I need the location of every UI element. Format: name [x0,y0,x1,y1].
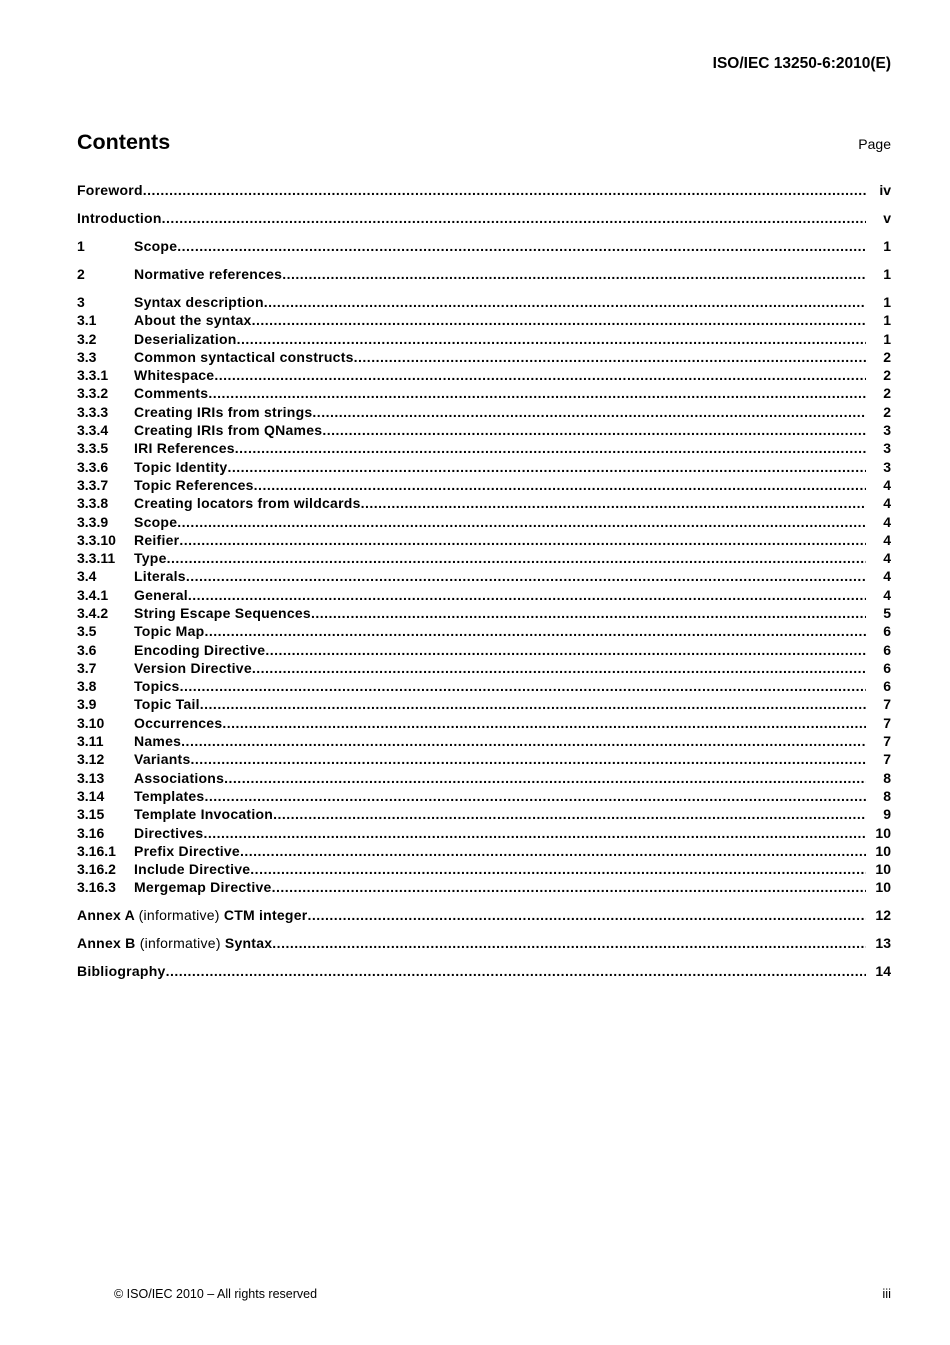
toc-entry-number: 3.3 [77,348,97,365]
toc-entry[interactable] [77,348,891,366]
toc-dot-leader [264,293,866,311]
toc-entry[interactable] [77,878,891,896]
toc-entry-title: Occurrences [134,714,223,731]
toc-entry-page: 3 [883,422,891,439]
toc-entry[interactable] [77,265,891,283]
toc-annex-entry[interactable] [77,934,891,952]
toc-entry-page: 12 [875,907,891,924]
toc-entry[interactable] [77,787,891,805]
toc-entry-title: Common syntactical constructs [134,348,354,365]
toc-dot-leader [227,458,866,476]
toc-entry-number: 3.8 [77,678,97,695]
toc-entry-page: 4 [883,550,891,567]
toc-dot-leader [190,750,866,768]
toc-entry[interactable] [77,384,891,402]
toc-entry-number: 3.6 [77,641,97,658]
annex-label: Annex A [77,907,135,924]
toc-entry-title: Normative references [134,265,283,282]
toc-entry-number: 3.4 [77,568,97,585]
toc-entry-title: Topic References [134,476,254,493]
toc-entry-title: Scope [134,237,178,254]
toc-dot-leader [265,641,866,659]
toc-entry-title: Topic Tail [134,696,200,713]
page-column-label: Page [858,136,891,152]
toc-entry-page: 2 [883,348,891,365]
toc-entry-number: 3.16.1 [77,842,116,859]
toc-entry-page: 7 [883,714,891,731]
toc-entry-number: 3.14 [77,787,105,804]
copyright-notice: © ISO/IEC 2010 – All rights reserved [114,1287,318,1301]
toc-entry[interactable] [77,750,891,768]
toc-entry-title: Creating locators from wildcards [134,495,361,512]
annex-kind: (informative) [138,907,220,924]
annex-label: Annex B [77,935,136,952]
toc-entry-number: 3.1 [77,312,97,329]
toc-dot-leader [177,237,866,255]
toc-dot-leader [254,476,866,494]
annex-title: Syntax [224,935,273,952]
toc-entry-number: 3.3.3 [77,403,109,420]
toc-entry-title: Prefix Directive [134,842,240,859]
toc-dot-leader [354,348,866,366]
toc-entry[interactable] [77,330,891,348]
footer-page-number: iii [882,1286,891,1301]
toc-entry-title: Mergemap Directive [134,879,272,896]
toc-entry-page: 2 [883,385,891,402]
toc-entry-title: Topic Map [134,623,205,640]
toc-entry-number: 3.12 [77,751,105,768]
toc-dot-leader [273,805,866,823]
toc-entry[interactable] [77,476,891,494]
toc-entry-page: 2 [883,367,891,384]
toc-entry-page: iv [879,182,891,198]
toc-entry-title: Template Invocation [134,806,274,823]
toc-entry-title: Directives [134,824,204,841]
toc-entry-title: Comments [134,385,209,402]
toc-dot-leader [307,906,866,924]
toc-annex-entry[interactable] [77,906,891,924]
toc-entry-number: 1 [77,237,85,254]
toc-entry-title: Creating IRIs from QNames [134,422,323,439]
toc-dot-leader [166,962,866,980]
toc-entry-number: 3.7 [77,659,97,676]
toc-dot-leader [272,878,866,896]
toc-entry-page: 1 [883,237,891,254]
toc-entry-number: 3.5 [77,623,97,640]
toc-entry[interactable] [77,421,891,439]
toc-entry-page: 2 [883,403,891,420]
toc-entry[interactable] [77,366,891,384]
toc-entry-title: Type [134,550,167,567]
toc-entry-number: 3.3.4 [77,422,109,439]
toc-dot-leader [186,567,866,585]
toc-entry-number: 3.4.2 [77,604,109,621]
toc-entry-page: 3 [883,440,891,457]
toc-entry-title: Bibliography [77,963,166,980]
toc-entry-number: 3.15 [77,806,105,823]
toc-entry-title: General [134,586,188,603]
toc-entry-title: Syntax description [134,293,264,310]
toc-entry-page: 6 [883,623,891,640]
toc-entry[interactable] [77,311,891,329]
toc-entry[interactable] [77,677,891,695]
toc-entry-page: 4 [883,586,891,603]
toc-entry-number: 3.9 [77,696,97,713]
toc-entry-page: 13 [875,935,891,952]
toc-dot-leader [177,513,866,531]
toc-entry-title: Templates [134,787,205,804]
toc-entry-title: Names [134,733,182,750]
toc-entry-number: 3 [77,293,85,310]
toc-entry-title: String Escape Sequences [134,604,311,621]
toc-entry[interactable] [77,622,891,640]
toc-entry-page: 3 [883,458,891,475]
toc-entry-title: Introduction [77,209,162,226]
toc-entry-page: 7 [883,733,891,750]
toc-dot-leader [214,366,866,384]
toc-dot-leader [162,209,866,227]
toc-entry[interactable] [77,237,891,255]
toc-entry[interactable] [77,458,891,476]
toc-entry[interactable] [77,567,891,585]
toc-entry-number: 3.3.2 [77,385,109,402]
toc-entry-page: 10 [875,824,891,841]
toc-entry[interactable] [77,860,891,878]
toc-entry-number: 3.3.10 [77,531,116,548]
toc-dot-leader [282,265,866,283]
toc-entry-page: 7 [883,696,891,713]
toc-dot-leader [204,622,866,640]
toc-entry-title: Reifier [134,531,180,548]
toc-entry-page: 1 [883,330,891,347]
toc-entry[interactable] [77,769,891,787]
toc-entry-page: 4 [883,476,891,493]
toc-entry-page: v [883,209,891,226]
toc-entry-number: 2 [77,265,85,282]
toc-entry-title: About the syntax [134,312,252,329]
toc-dot-leader [204,787,866,805]
toc-entry-title: Foreword [77,182,143,198]
toc-entry-page: 1 [883,293,891,310]
toc-dot-leader [224,769,866,787]
toc-dot-leader [252,311,866,329]
toc-entry-number: 3.3.8 [77,495,109,512]
toc-entry[interactable] [77,181,891,199]
toc-entry-number: 3.16.3 [77,879,116,896]
toc-dot-leader [179,531,866,549]
toc-entry[interactable] [77,659,891,677]
toc-entry-page: 4 [883,531,891,548]
toc-entry-page: 8 [883,769,891,786]
toc-dot-leader [222,714,866,732]
toc-dot-leader [235,439,866,457]
toc-entry-number: 3.3.7 [77,476,109,493]
toc-entry-number: 3.2 [77,330,97,347]
toc-dot-leader [237,330,866,348]
annex-kind: (informative) [139,935,221,952]
annex-title: CTM integer [223,907,308,924]
toc-dot-leader [272,934,866,952]
toc-dot-leader [312,403,866,421]
toc-dot-leader [322,421,866,439]
toc-entry-title: Literals [134,568,186,585]
toc-entry-page: 1 [883,265,891,282]
toc-entry[interactable] [77,714,891,732]
toc-dot-leader [188,586,866,604]
toc-dot-leader [181,732,866,750]
toc-dot-leader [143,181,866,199]
toc-entry-number: 3.3.6 [77,458,109,475]
toc-entry-page: 8 [883,787,891,804]
toc-entry-page: 10 [875,861,891,878]
toc-entry[interactable] [77,531,891,549]
page-title: Contents [77,130,171,154]
toc-entry-page: 9 [883,806,891,823]
toc-dot-leader [311,604,866,622]
toc-entry-title: Encoding Directive [134,641,266,658]
toc-entry-page: 10 [875,879,891,896]
toc-entry[interactable] [77,695,891,713]
toc-entry[interactable] [77,293,891,311]
toc-entry-number: 3.10 [77,714,105,731]
toc-entry-number: 3.3.5 [77,440,109,457]
toc-entry-page: 6 [883,659,891,676]
toc-entry-title: Scope [134,513,178,530]
toc-entry-number: 3.13 [77,769,105,786]
toc-entry-page: 5 [883,604,891,621]
toc-entry-number: 3.11 [77,733,104,750]
toc-entry[interactable] [77,586,891,604]
toc-dot-leader [240,842,866,860]
toc-entry[interactable] [77,604,891,622]
toc-entry-title: Associations [134,769,225,786]
toc-entry[interactable] [77,513,891,531]
toc-entry[interactable] [77,732,891,750]
toc-entry-page: 6 [883,641,891,658]
toc-entry-page: 6 [883,678,891,695]
toc-dot-leader [208,384,866,402]
toc-entry[interactable] [77,209,891,227]
toc-entry[interactable] [77,824,891,842]
toc-entry-number: 3.3.11 [77,550,116,567]
table-of-contents [77,181,891,981]
toc-entry[interactable] [77,805,891,823]
toc-dot-leader [361,494,866,512]
toc-entry[interactable] [77,403,891,421]
toc-dot-leader [250,860,866,878]
toc-entry-number: 3.16.2 [77,861,116,878]
toc-entry-page: 4 [883,495,891,512]
toc-entry[interactable] [77,494,891,512]
toc-entry-number: 3.16 [77,824,105,841]
toc-entry[interactable] [77,842,891,860]
document-id: ISO/IEC 13250-6:2010(E) [712,55,891,72]
toc-entry-title: Deserialization [134,330,237,347]
toc-entry-title: Whitespace [134,367,215,384]
toc-annex-title [77,934,272,952]
toc-dot-leader [167,549,866,567]
toc-entry-title: Include Directive [134,861,251,878]
toc-entry-title: Version Directive [134,659,252,676]
toc-entry-page: 1 [883,312,891,329]
toc-entry-number: 3.3.9 [77,513,109,530]
toc-entry-title: Topics [134,678,180,695]
toc-entry-number: 3.4.1 [77,586,109,603]
toc-entry-page: 4 [883,513,891,530]
toc-dot-leader [203,824,866,842]
toc-entry-title: Creating IRIs from strings [134,403,313,420]
toc-entry-page: 10 [875,842,891,859]
toc-entry-title: Topic Identity [134,458,228,475]
toc-entry[interactable] [77,549,891,567]
toc-entry-page: 14 [875,963,891,980]
toc-bibliography-entry[interactable] [77,962,891,980]
toc-entry-title: IRI References [134,440,235,457]
toc-dot-leader [252,659,866,677]
toc-entry[interactable] [77,641,891,659]
toc-entry-title: Variants [134,751,191,768]
toc-dot-leader [200,695,866,713]
toc-entry-page: 7 [883,751,891,768]
toc-entry-number: 3.3.1 [77,367,109,384]
toc-entry[interactable] [77,439,891,457]
toc-dot-leader [180,677,866,695]
toc-annex-title [77,906,307,924]
toc-entry-page: 4 [883,568,891,585]
